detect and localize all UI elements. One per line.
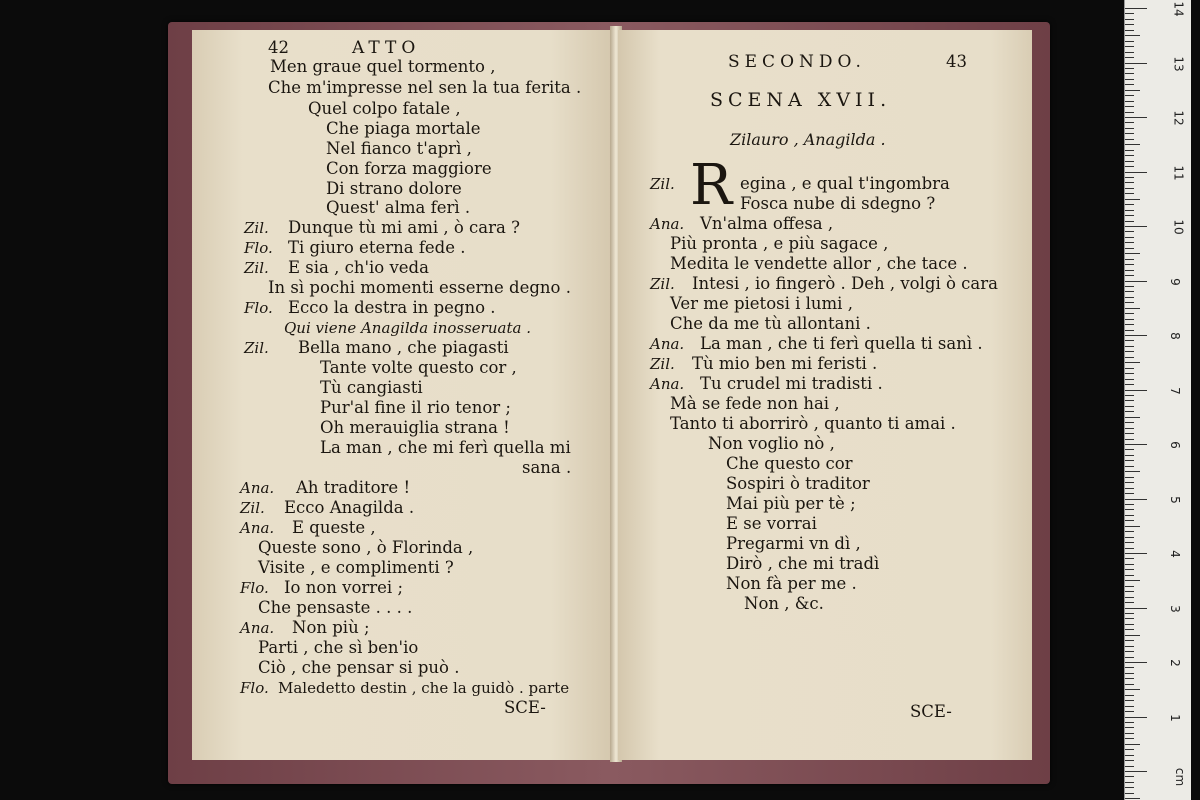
ruler-tick (1125, 531, 1134, 532)
ruler-tick (1125, 155, 1134, 156)
ruler-tick (1125, 569, 1134, 570)
ruler-tick (1125, 695, 1134, 696)
ruler-tick (1125, 733, 1134, 734)
ruler-tick (1125, 433, 1134, 434)
ruler-number: 2 (1167, 659, 1182, 667)
ruler-number: 7 (1167, 386, 1182, 395)
speaker-label: Flo. (244, 239, 273, 257)
ruler-tick (1125, 95, 1134, 96)
ruler-tick (1125, 597, 1134, 598)
ruler-tick (1125, 499, 1147, 500)
speaker-label: Ana. (650, 335, 685, 353)
text-line: Che m'impresse nel sen la tua ferita . (268, 78, 582, 97)
ruler-number: 14 (1171, 1, 1186, 17)
ruler-number: 9 (1167, 277, 1182, 286)
text-line: Mai più per tè ; (726, 494, 856, 513)
ruler-tick (1125, 542, 1134, 543)
text-line: egina , e qual t'ingombra (740, 174, 950, 193)
ruler-tick (1125, 700, 1134, 701)
ruler-tick (1125, 482, 1134, 483)
text-line: Dunque tù mi ami , ò cara ? (288, 218, 520, 237)
text-line: Vn'alma offesa , (700, 214, 834, 233)
text-line: Non voglio nò , (708, 434, 835, 453)
ruler-tick (1125, 787, 1134, 788)
ruler-tick (1125, 270, 1134, 271)
text-line: Tanto ti aborrirò , quanto ti amai . (670, 414, 956, 433)
ruler-tick (1125, 444, 1147, 445)
scene-characters: Zilauro , Anagilda . (730, 130, 886, 149)
ruler-tick (1125, 602, 1134, 603)
ruler-tick (1125, 509, 1134, 510)
ruler-tick (1125, 41, 1134, 42)
ruler-tick (1125, 204, 1134, 205)
text-line: Dirò , che mi tradì (726, 554, 880, 573)
ruler-number: 8 (1167, 332, 1182, 340)
ruler-tick (1125, 79, 1134, 80)
left-page (192, 30, 614, 760)
speaker-label: Zil. (240, 499, 265, 517)
text-line: Che da me tù allontani . (670, 314, 871, 333)
ruler-tick (1125, 646, 1134, 647)
ruler-tick (1125, 580, 1140, 581)
ruler-tick (1125, 395, 1134, 396)
text-line: E se vorrai (726, 514, 817, 533)
running-head: SECONDO. (728, 52, 866, 72)
ruler-tick (1125, 706, 1134, 707)
text-line: Più pronta , e più sagace , (670, 234, 889, 253)
ruler-tick (1125, 264, 1134, 265)
ruler-tick (1125, 57, 1134, 58)
ruler-tick (1125, 384, 1134, 385)
ruler-tick (1125, 286, 1134, 287)
ruler-tick (1125, 428, 1134, 429)
ruler-tick (1125, 553, 1147, 554)
text-line: Non , &c. (744, 594, 824, 613)
ruler-tick (1125, 766, 1134, 767)
ruler-tick (1125, 13, 1134, 14)
ruler-tick (1125, 618, 1134, 619)
text-line: Pregarmi vn dì , (726, 534, 861, 553)
ruler-tick (1125, 351, 1134, 352)
ruler-tick (1125, 308, 1140, 309)
ruler-tick (1125, 575, 1134, 576)
ruler-tick (1125, 684, 1134, 685)
ruler-tick (1125, 210, 1134, 211)
ruler-tick (1125, 411, 1134, 412)
text-line: Mà se fede non hai , (670, 394, 840, 413)
ruler-tick (1125, 460, 1134, 461)
ruler-tick (1125, 275, 1134, 276)
ruler-tick (1125, 548, 1134, 549)
ruler-tick (1125, 466, 1134, 467)
ruler-number: 4 (1167, 550, 1182, 558)
drop-cap: R (690, 153, 733, 218)
ruler-tick (1125, 608, 1147, 609)
ruler-tick (1125, 738, 1134, 739)
ruler-tick (1125, 281, 1147, 282)
text-line: Di strano dolore (326, 179, 462, 198)
ruler-tick (1125, 128, 1134, 129)
ruler-number: 12 (1171, 110, 1186, 126)
text-line: Ver me pietosi i lumi , (670, 294, 853, 313)
page-number: 42 (268, 38, 289, 57)
ruler-tick (1125, 515, 1134, 516)
ruler-tick (1125, 24, 1134, 25)
speaker-label: Zil. (650, 175, 675, 193)
catchword: SCE- (910, 702, 952, 721)
ruler-tick (1125, 259, 1134, 260)
text-line: Quel colpo fatale , (308, 99, 461, 118)
right-page (618, 30, 1032, 760)
ruler-tick (1125, 242, 1134, 243)
text-line: Tù mio ben mi feristi . (692, 354, 878, 373)
text-line: Oh merauiglia strana ! (320, 418, 510, 437)
text-line: sana . (522, 458, 572, 477)
speaker-label: Flo. (244, 299, 273, 317)
ruler-tick (1125, 46, 1134, 47)
ruler-tick (1125, 302, 1134, 303)
text-line: Tante volte questo cor , (320, 358, 517, 377)
ruler-tick (1125, 68, 1134, 69)
ruler-tick (1125, 90, 1140, 91)
ruler-tick (1125, 313, 1134, 314)
ruler-tick (1125, 471, 1140, 472)
ruler-tick (1125, 139, 1134, 140)
ruler-tick (1125, 346, 1134, 347)
ruler-tick (1125, 297, 1134, 298)
speaker-label: Ana. (240, 519, 275, 537)
ruler-tick (1125, 373, 1134, 374)
ruler-tick (1125, 188, 1134, 189)
ruler-tick (1125, 406, 1134, 407)
text-line: Parti , che sì ben'io (258, 638, 419, 657)
ruler-tick (1125, 449, 1134, 450)
ruler-tick (1125, 215, 1134, 216)
running-head: ATTO (352, 38, 421, 58)
text-line: Ah traditore ! (296, 478, 411, 497)
ruler-tick (1125, 199, 1140, 200)
ruler-tick (1125, 678, 1134, 679)
speaker-label: Ana. (650, 375, 685, 393)
ruler-tick (1125, 226, 1147, 227)
ruler-number: 3 (1167, 604, 1182, 613)
ruler-tick (1125, 390, 1147, 391)
ruler-tick (1125, 73, 1134, 74)
ruler-tick (1125, 335, 1147, 336)
text-line: Nel fianco t'aprì , (326, 139, 472, 158)
text-line: Che piaga mortale (326, 119, 481, 138)
text-line: Che pensaste . . . . (258, 598, 413, 617)
ruler-unit: cm (1173, 767, 1188, 787)
text-line: Ti giuro eterna fede . (288, 238, 466, 257)
text-line: Non fà per me . (726, 574, 857, 593)
catchword: SCE- (504, 698, 546, 717)
text-line: Medita le vendette allor , che tace . (670, 254, 968, 273)
ruler-tick (1125, 340, 1134, 341)
ruler-tick (1125, 629, 1134, 630)
ruler-tick (1125, 117, 1147, 118)
ruler-number: 10 (1171, 219, 1186, 235)
ruler-tick (1125, 122, 1134, 123)
text-line: Sospiri ò traditor (726, 474, 870, 493)
text-line: E sia , ch'io veda (288, 258, 429, 277)
speaker-label: Ana. (240, 619, 275, 637)
ruler-tick (1125, 19, 1134, 20)
ruler-tick (1125, 422, 1134, 423)
ruler-tick (1125, 319, 1134, 320)
ruler-tick (1125, 439, 1134, 440)
ruler-tick (1125, 526, 1140, 527)
ruler-tick (1125, 291, 1134, 292)
ruler-tick (1125, 52, 1134, 53)
ruler-tick (1125, 520, 1134, 521)
speaker-label: Zil. (650, 275, 675, 293)
ruler-tick (1125, 161, 1134, 162)
scene-title: SCENA XVII. (710, 89, 892, 111)
ruler-tick (1125, 662, 1147, 663)
ruler-tick (1125, 798, 1140, 799)
text-line: Tù cangiasti (320, 378, 423, 397)
text-line: La man , che ti ferì quella ti sanì . (700, 334, 983, 353)
text-line: Fosca nube di sdegno ? (740, 194, 936, 213)
speaker-label: Zil. (650, 355, 675, 373)
ruler-tick (1125, 782, 1134, 783)
ruler-tick (1125, 717, 1147, 718)
ruler-tick (1125, 368, 1134, 369)
ruler-tick (1125, 564, 1134, 565)
ruler-tick (1125, 776, 1134, 777)
text-line: Quest' alma ferì . (326, 198, 471, 217)
ruler-tick (1125, 727, 1134, 728)
text-line: Bella mano , che piagasti (298, 338, 509, 357)
text-line: Che questo cor (726, 454, 853, 473)
ruler-tick (1125, 455, 1134, 456)
ruler-number: 5 (1167, 495, 1182, 504)
text-line: La man , che mi ferì quella mi (320, 438, 571, 457)
ruler-tick (1125, 749, 1134, 750)
speaker-label: Zil. (244, 219, 269, 237)
ruler-tick (1125, 493, 1134, 494)
text-line: Intesi , io fingerò . Deh , volgi ò cara (692, 274, 998, 293)
ruler-tick (1125, 35, 1140, 36)
ruler-tick (1125, 379, 1134, 380)
ruler-tick (1125, 101, 1134, 102)
speaker-label: Zil. (244, 259, 269, 277)
ruler-tick (1125, 166, 1134, 167)
ruler-tick (1125, 400, 1134, 401)
ruler-tick (1125, 744, 1140, 745)
ruler-tick (1125, 362, 1140, 363)
text-line: Men graue quel tormento , (270, 57, 496, 76)
speaker-label: Flo. (240, 679, 269, 697)
ruler-tick (1125, 231, 1134, 232)
ruler-tick (1125, 63, 1147, 64)
ruler-tick (1125, 488, 1134, 489)
text-line: Queste sono , ò Florinda , (258, 538, 474, 557)
ruler-tick (1125, 635, 1140, 636)
ruler-tick (1125, 558, 1134, 559)
text-line: Con forza maggiore (326, 159, 492, 178)
text-line: E queste , (292, 518, 376, 537)
text-line: Ciò , che pensar si può . (258, 658, 460, 677)
ruler-tick (1125, 324, 1134, 325)
ruler-tick (1125, 755, 1134, 756)
ruler-tick (1125, 689, 1140, 690)
ruler-tick (1125, 106, 1134, 107)
ruler-tick (1125, 586, 1134, 587)
ruler-tick (1125, 711, 1134, 712)
ruler-tick (1125, 591, 1134, 592)
ruler-tick (1125, 357, 1134, 358)
ruler-tick (1125, 417, 1140, 418)
measuring-ruler (1124, 0, 1191, 800)
ruler-number: 13 (1171, 55, 1186, 72)
ruler-tick (1125, 657, 1134, 658)
ruler-tick (1125, 477, 1134, 478)
ruler-number: 11 (1171, 164, 1186, 181)
ruler-tick (1125, 172, 1147, 173)
ruler-tick (1125, 613, 1134, 614)
ruler-tick (1125, 673, 1134, 674)
ruler-number: 6 (1167, 441, 1182, 449)
ruler-tick (1125, 624, 1134, 625)
ruler-tick (1125, 330, 1134, 331)
text-line: Ecco la destra in pegno . (288, 298, 496, 317)
speaker-label: Zil. (244, 339, 269, 357)
stage-direction: Qui viene Anagilda inosseruata . (284, 319, 531, 337)
ruler-tick (1125, 84, 1134, 85)
ruler-tick (1125, 133, 1134, 134)
text-line: Visite , e complimenti ? (258, 558, 454, 577)
ruler-tick (1125, 722, 1134, 723)
ruler-tick (1125, 30, 1134, 31)
ruler-tick (1125, 193, 1134, 194)
text-line: Pur'al fine il rio tenor ; (320, 398, 511, 417)
ruler-tick (1125, 537, 1134, 538)
text-line: Maledetto destin , che la guidò . parte (278, 679, 570, 697)
ruler-tick (1125, 237, 1134, 238)
ruler-tick (1125, 182, 1134, 183)
ruler-tick (1125, 177, 1134, 178)
text-line: In sì pochi momenti esserne degno . (268, 278, 571, 297)
ruler-tick (1125, 253, 1140, 254)
text-line: Io non vorrei ; (284, 578, 404, 597)
ruler-number: 1 (1167, 713, 1182, 722)
speaker-label: Ana. (650, 215, 685, 233)
ruler-tick (1125, 504, 1134, 505)
ruler-tick (1125, 8, 1147, 9)
speaker-label: Ana. (240, 479, 275, 497)
ruler-tick (1125, 144, 1140, 145)
ruler-tick (1125, 667, 1134, 668)
text-line: Tu crudel mi tradisti . (700, 374, 883, 393)
ruler-tick (1125, 760, 1134, 761)
page-number: 43 (946, 52, 967, 71)
ruler-tick (1125, 640, 1134, 641)
text-line: Ecco Anagilda . (284, 498, 415, 517)
ruler-tick (1125, 651, 1134, 652)
ruler-tick (1125, 248, 1134, 249)
speaker-label: Flo. (240, 579, 269, 597)
text-line: Non più ; (292, 618, 370, 637)
ruler-tick (1125, 221, 1134, 222)
ruler-tick (1125, 793, 1134, 794)
ruler-tick (1125, 150, 1134, 151)
ruler-tick (1125, 112, 1134, 113)
ruler-tick (1125, 771, 1147, 772)
